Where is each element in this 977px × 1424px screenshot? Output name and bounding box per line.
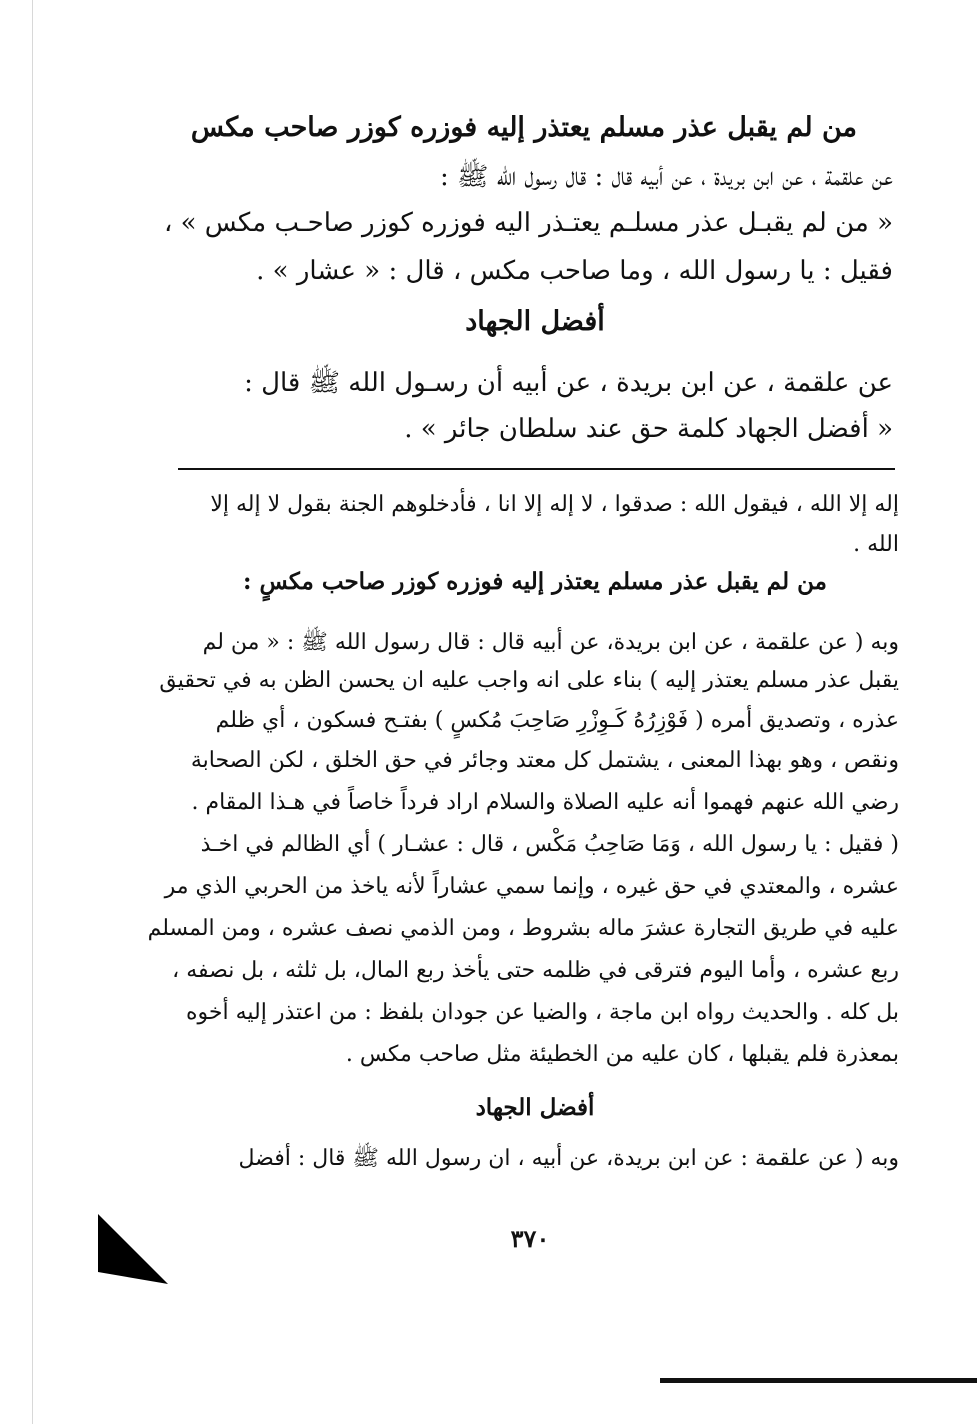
- commentary-heading-1: من لم يقبل عذر مسلم يعتذر إليه فوزره كوزر صاحب مكسٍ :: [243, 568, 827, 595]
- hadith-line: « من لم يقبـل عذر مسلـم يعتـذر اليه فوزره كوزر صاحـب مكس » ،: [163, 208, 893, 238]
- commentary-line: رضي الله عنهم فهموا أنه عليه الصلاة والسلام اراد فرداً خاصاً في هـذا المقام .: [191, 790, 899, 815]
- commentary-line: عليه في طريق التجارة عشرَ ماله بشروط ، ومن الذمي نصف عشره ، ومن المسلم: [147, 916, 899, 941]
- hadith-heading-2: أفضل الجهاد: [465, 306, 605, 337]
- hadith-line: عن علقمة ، عن ابن بريدة ، عن أبيه أن رسـول الله ﷺ قال :: [244, 368, 893, 398]
- page-number: ٣٧٠: [510, 1224, 550, 1253]
- commentary-line: الله .: [853, 532, 899, 557]
- commentary-line: ( فقيل : يا رسول الله ، وَمَا صَاحِبُ مَكْس ، قال : عشـار ) أي الظالم في اخـذ: [200, 832, 899, 857]
- commentary-line: يقبل عذر مسلم يعتذر إليه ) بناء على انه واجب عليه ان يحسن الظن به في تحقيق: [159, 668, 899, 693]
- bottom-edge-rule: [660, 1378, 977, 1383]
- commentary-line: بمعذرة فلم يقبلها ، كان عليه من الخطيئة مثل صاحب مكس .: [345, 1042, 899, 1067]
- hadith-line: « أفضل الجهاد كلمة حق عند سلطان جائر » .: [404, 414, 893, 444]
- commentary-line: ربع عشره ، وأما اليوم فترقى في ظلمه حتى يأخذ ربع المال، بل ثلثه ، بل نصفه ،: [172, 958, 899, 983]
- section-divider: [178, 468, 895, 470]
- hadith-heading-1: من لم يقبل عذر مسلم يعتذر إليه فوزره كوزر صاحب مكس: [190, 112, 857, 143]
- commentary-line: وبه ( عن علقمة : عن ابن بريدة، عن أبيه ، ان رسول الله ﷺ قال : أفضل: [238, 1146, 899, 1171]
- commentary-line: إله إلا الله ، فيقول الله : صدقوا ، لا إله إلا انا ، فأدخلوهم الجنة بقول لا إله إلا: [210, 492, 899, 517]
- commentary-heading-2: أفضل الجهاد: [475, 1094, 595, 1121]
- hadith-line: عن علقمة ، عن ابن بريدة ، عن أبيه قال : قال رسول الله ﷺ :: [440, 162, 893, 192]
- commentary-line: بل كله . والحديث رواه ابن ماجة ، والضيا عن جودان بلفظ : من اعتذر إليه أخوه: [185, 1000, 899, 1025]
- commentary-line: عشره ، والمعتدي في حق غيره ، وإنما سمي عشاراً لأنه ياخذ من الحربي الذي مر: [164, 874, 899, 899]
- corner-triangle-mark: [96, 1212, 172, 1288]
- hadith-line: فقيل : يا رسول الله ، وما صاحب مكس ، قال : « عشار » .: [256, 256, 893, 286]
- commentary-line: وبه ( عن علقمة ، عن ابن بريدة، عن أبيه قال : قال رسول الله ﷺ : « من لم: [202, 630, 899, 655]
- commentary-line: عذره ، وتصديق أمره ( فَوْزِرُهُ كَـوِزْرِ صَاحِبَ مُكسٍ ) بفتـح فسكون ، أي ظلم: [215, 708, 899, 733]
- commentary-line: ونقص ، وهو بهذا المعنى ، يشتمل كل معتد وجائر في حق الخلق ، لكن الصحابة: [190, 748, 899, 773]
